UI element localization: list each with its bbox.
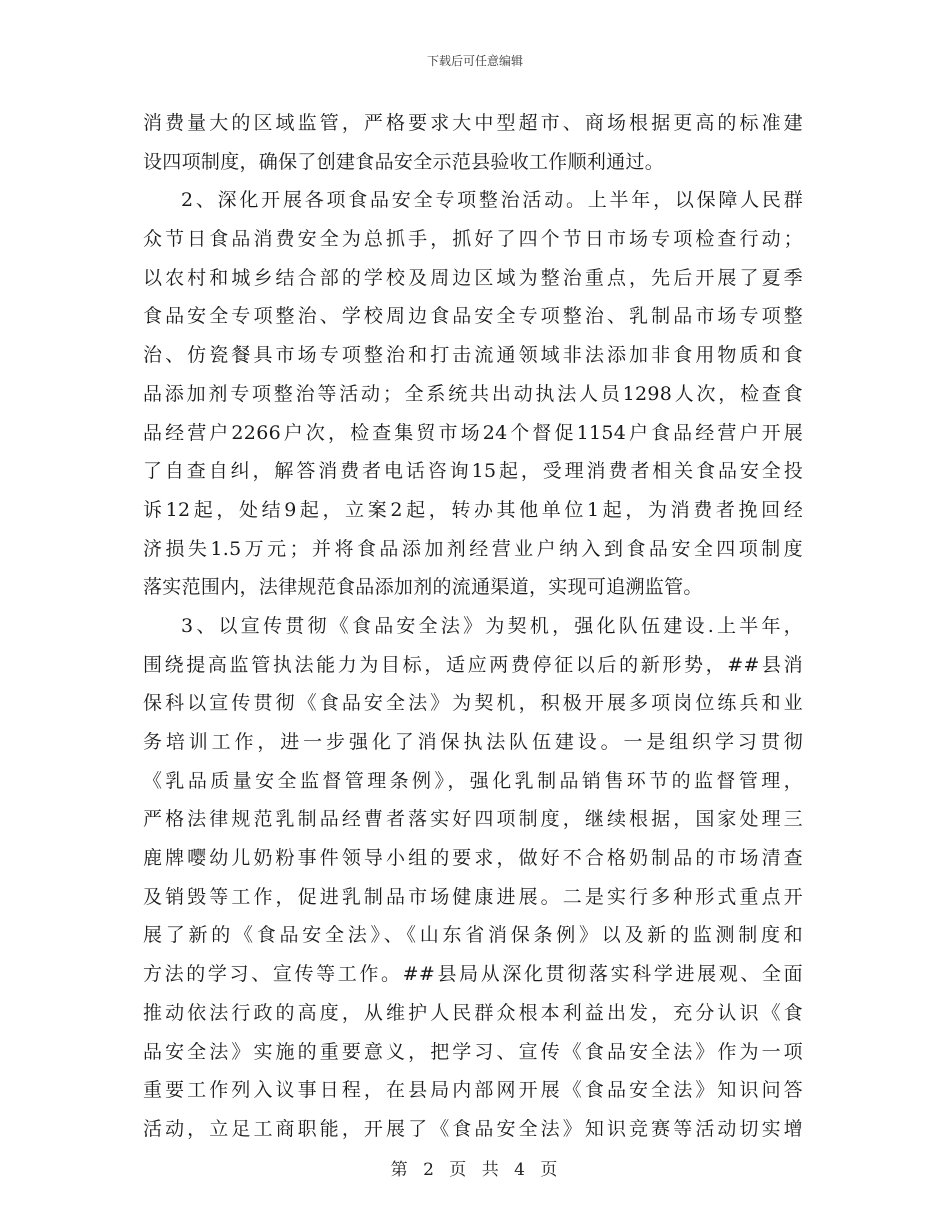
text-line: 以农村和城乡结合部的学校及周边区域为整治重点，先后开展了夏季 (143, 266, 803, 289)
document-body (143, 104, 803, 1149)
text-line: 食品安全专项整治、学校周边食品安全专项整治、乳制品市场专项整 (143, 305, 803, 328)
page-header: 下载后可任意编辑 (426, 54, 523, 68)
text-line: 严格法律规范乳制品经曹者落实好四项制度，继续根据，国家处理三 (143, 808, 803, 831)
text-line: 消费量大的区域监管，严格要求大中型超市、商场根据更高的标准建 (143, 112, 803, 134)
text-line: 《乳品质量安全监督管理条例》，强化乳制品销售环节的监督管理， (143, 769, 803, 792)
text-line: 围绕提高监管执法能力为目标，适应两费停征以后的新形势，##县消 (143, 653, 803, 676)
text-line: 济损失1.5万元；并将食品添加剂经营业户纳入到食品安全四项制度 (143, 537, 803, 560)
text-line: 3、以宣传贯彻《食品安全法》为契机，强化队伍建设.上半年， (181, 614, 803, 637)
text-line: 品添加剂专项整治等活动；全系统共出动执法人员1298人次，检查食 (143, 382, 803, 405)
text-line: 诉12起，处结9起，立案2起，转办其他单位1起，为消费者挽回经 (143, 498, 803, 521)
text-line: 重要工作列入议事日程，在县局内部网开展《食品安全法》知识问答 (143, 1079, 803, 1102)
text-line: 保科以宣传贯彻《食品安全法》为契机，积极开展多项岗位练兵和业 (143, 692, 803, 715)
text-line: 展了新的《食品安全法》、《山东省消保条例》以及新的监测制度和 (143, 924, 803, 947)
text-line: 品经营户2266户次，检查集贸市场24个督促1154户食品经营户开展 (143, 421, 803, 444)
text-line: 治、仿瓷餐具市场专项整治和打击流通领域非法添加非食用物质和食 (143, 344, 803, 367)
page-number-footer: 第 2 页 共 4 页 (390, 1160, 560, 1180)
text-line: 推动依法行政的高度，从维护人民群众根本利益出发，充分认识《食 (143, 1001, 803, 1024)
text-line: 及销毁等工作，促进乳制品市场健康进展。二是实行多种形式重点开 (143, 885, 803, 908)
text-line: 鹿牌嘤幼儿奶粉事件领导小组的要求，做好不合格奶制品的市场清查 (143, 847, 803, 870)
text-line: 务培训工作，进一步强化了消保执法队伍建设。一是组织学习贯彻 (143, 731, 803, 753)
text-line: 落实范围内，法律规范食品添加剂的流通渠道，实现可追溯监管。 (143, 576, 703, 599)
text-line: 设四项制度，确保了创建食品安全示范县验收工作顺利通过。 (143, 150, 665, 173)
text-line: 品安全法》实施的重要意义，把学习、宣传《食品安全法》作为一项 (143, 1040, 803, 1063)
text-line: 方法的学习、宣传等工作。##县局从深化贯彻落实科学进展观、全面 (143, 963, 803, 986)
text-line: 活动，立足工商职能，开展了《食品安全法》知识竞赛等活动切实增 (143, 1117, 803, 1140)
text-line: 了自查自纠，解答消费者电话咨询15起，受理消费者相关食品安全投 (143, 460, 803, 483)
text-line: 众节日食品消费安全为总抓手，抓好了四个节日市场专项检查行动； (143, 228, 803, 251)
text-line: 2、深化开展各项食品安全专项整治活动。上半年，以保障人民群 (181, 189, 803, 212)
